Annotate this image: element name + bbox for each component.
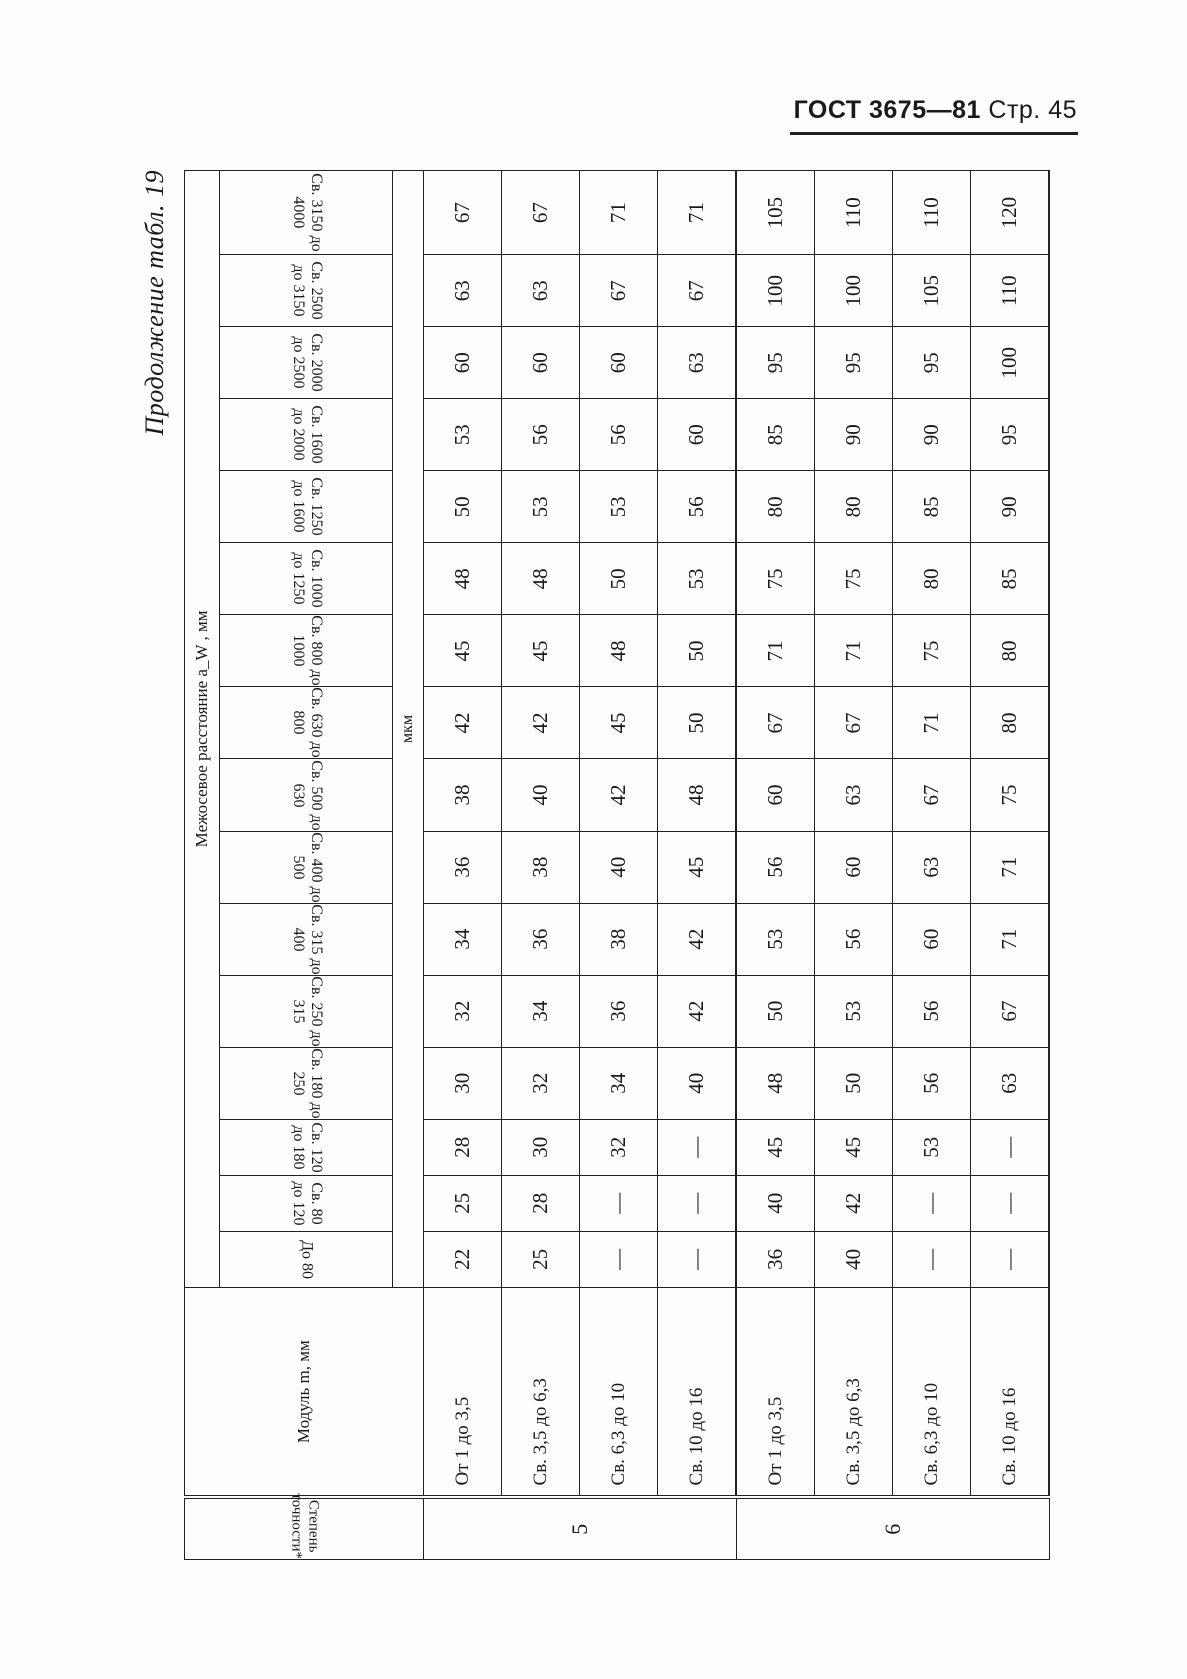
- value-cell: 38: [424, 759, 502, 831]
- value-cell: 56: [502, 399, 580, 471]
- value-cell: —: [580, 1231, 658, 1287]
- value-cell: 45: [424, 615, 502, 687]
- value-cell: 48: [580, 615, 658, 687]
- column-header: [220, 903, 393, 975]
- value-cell: 110: [815, 171, 893, 255]
- module-cell: Св. 3,5 до 6,3: [502, 1287, 580, 1497]
- value-cell: 56: [736, 831, 815, 903]
- grade-cell: 6: [736, 1497, 1049, 1559]
- value-cell: 67: [736, 687, 815, 759]
- value-cell: 67: [502, 171, 580, 255]
- value-cell: 67: [658, 255, 737, 327]
- value-cell: 67: [815, 687, 893, 759]
- column-header: [220, 759, 393, 831]
- value-cell: 22: [424, 1231, 502, 1287]
- column-header: [220, 471, 393, 543]
- value-cell: —: [893, 1175, 971, 1231]
- value-cell: 105: [736, 171, 815, 255]
- value-cell: 75: [815, 543, 893, 615]
- value-cell: 53: [815, 975, 893, 1047]
- value-cell: —: [893, 1231, 971, 1287]
- page-number: Стр. 45: [988, 96, 1077, 124]
- value-cell: —: [658, 1119, 737, 1175]
- value-cell: 25: [424, 1175, 502, 1231]
- value-cell: 32: [502, 1047, 580, 1119]
- grade-header-cell: [185, 1493, 424, 1559]
- table-row: [658, 171, 737, 1560]
- value-cell: 120: [971, 171, 1050, 255]
- value-cell: —: [658, 1175, 737, 1231]
- column-header-label: Св. 120 до 180: [289, 1122, 325, 1173]
- column-header: [220, 327, 393, 399]
- value-cell: 71: [736, 615, 815, 687]
- value-cell: 40: [658, 1047, 737, 1119]
- value-cell: 48: [658, 759, 737, 831]
- value-cell: 95: [971, 399, 1050, 471]
- value-cell: 50: [580, 543, 658, 615]
- value-cell: 28: [424, 1119, 502, 1175]
- group-header: Межосевое расстояние a_W , мм: [185, 171, 220, 1288]
- value-cell: 67: [424, 171, 502, 255]
- value-cell: 63: [502, 255, 580, 327]
- value-cell: 85: [971, 543, 1050, 615]
- module-cell: От 1 до 3,5: [736, 1287, 815, 1497]
- value-cell: 67: [893, 759, 971, 831]
- table-row: [424, 171, 502, 1560]
- value-cell: 95: [893, 327, 971, 399]
- value-cell: 100: [971, 327, 1050, 399]
- value-cell: 56: [580, 399, 658, 471]
- value-cell: 71: [658, 171, 737, 255]
- header-rule: [790, 132, 1078, 135]
- column-header-label: Св. 1000 до 1250: [289, 549, 325, 608]
- value-cell: 32: [424, 975, 502, 1047]
- module-cell: Св. 6,3 до 10: [893, 1287, 971, 1497]
- value-cell: 63: [815, 759, 893, 831]
- value-cell: —: [971, 1231, 1050, 1287]
- value-cell: 71: [893, 687, 971, 759]
- page-header: [794, 96, 1077, 125]
- column-header-label: Св. 80 до 120: [289, 1181, 325, 1226]
- value-cell: 48: [502, 543, 580, 615]
- value-cell: 34: [424, 903, 502, 975]
- value-cell: 75: [893, 615, 971, 687]
- value-cell: 80: [736, 471, 815, 543]
- value-cell: 80: [971, 615, 1050, 687]
- table-row: [815, 171, 893, 1560]
- value-cell: —: [971, 1119, 1050, 1175]
- module-cell: Св. 3,5 до 6,3: [815, 1287, 893, 1497]
- module-cell: Св. 10 до 16: [971, 1287, 1050, 1497]
- value-cell: 63: [893, 831, 971, 903]
- value-cell: 42: [580, 759, 658, 831]
- column-header: [220, 1231, 393, 1287]
- value-cell: 80: [971, 687, 1050, 759]
- value-cell: 67: [971, 975, 1050, 1047]
- value-cell: 42: [502, 687, 580, 759]
- table-row: [893, 171, 971, 1560]
- value-cell: 90: [971, 471, 1050, 543]
- value-cell: 45: [736, 1119, 815, 1175]
- value-cell: 48: [736, 1047, 815, 1119]
- value-cell: 42: [658, 975, 737, 1047]
- value-cell: 45: [580, 687, 658, 759]
- value-cell: 50: [736, 975, 815, 1047]
- value-cell: 100: [815, 255, 893, 327]
- value-cell: 85: [736, 399, 815, 471]
- value-cell: 38: [580, 903, 658, 975]
- column-header: [220, 615, 393, 687]
- value-cell: 60: [502, 327, 580, 399]
- column-header-label: Св. 1250 до 1600: [289, 477, 325, 536]
- column-header-label: Св. 250 до 315: [289, 975, 325, 1047]
- value-cell: 100: [736, 255, 815, 327]
- value-cell: 45: [815, 1119, 893, 1175]
- column-header-label: До 80: [298, 1239, 316, 1279]
- value-cell: 36: [736, 1231, 815, 1287]
- column-header-label: Св. 2000 до 2500: [289, 333, 325, 392]
- value-cell: 53: [893, 1119, 971, 1175]
- table-row: [736, 171, 815, 1560]
- value-cell: 53: [658, 543, 737, 615]
- value-cell: 105: [893, 255, 971, 327]
- grade-cell: 5: [424, 1497, 737, 1559]
- column-header-label: Св. 400 до 500: [289, 831, 325, 903]
- value-cell: 63: [658, 327, 737, 399]
- module-cell: Св. 10 до 16: [658, 1287, 737, 1497]
- value-cell: 38: [502, 831, 580, 903]
- table-caption: Продолжение табл. 19: [140, 170, 169, 436]
- value-cell: 34: [580, 1047, 658, 1119]
- column-header: [220, 255, 393, 327]
- column-header-label: Св. 800 до 1000: [289, 615, 325, 687]
- value-cell: 75: [736, 543, 815, 615]
- value-cell: —: [580, 1175, 658, 1231]
- value-cell: 32: [580, 1119, 658, 1175]
- value-cell: 95: [815, 327, 893, 399]
- column-header: [220, 399, 393, 471]
- value-cell: 60: [893, 903, 971, 975]
- value-cell: 50: [658, 687, 737, 759]
- value-cell: 60: [736, 759, 815, 831]
- value-cell: 50: [658, 615, 737, 687]
- column-header: [220, 831, 393, 903]
- unit-label: мкм: [393, 171, 424, 1288]
- column-header-label: Св. 630 до 800: [289, 687, 325, 759]
- value-cell: 42: [658, 903, 737, 975]
- value-cell: 25: [502, 1231, 580, 1287]
- value-cell: 36: [580, 975, 658, 1047]
- column-header: [220, 1047, 393, 1119]
- column-header: [220, 687, 393, 759]
- value-cell: 95: [736, 327, 815, 399]
- table-row: [971, 171, 1050, 1560]
- table-body: [424, 171, 1050, 1560]
- column-header-label: Св. 3150 до 4000: [289, 173, 325, 252]
- value-cell: 42: [815, 1175, 893, 1231]
- value-cell: 60: [815, 831, 893, 903]
- value-cell: 36: [502, 903, 580, 975]
- column-header-label: Св. 500 до 630: [289, 759, 325, 831]
- column-header-label: Св. 1600 до 2000: [289, 405, 325, 464]
- value-cell: 60: [580, 327, 658, 399]
- table-row: [502, 171, 580, 1560]
- value-cell: 110: [971, 255, 1050, 327]
- value-cell: 53: [580, 471, 658, 543]
- value-cell: 50: [424, 471, 502, 543]
- module-cell: От 1 до 3,5: [424, 1287, 502, 1497]
- value-cell: 63: [971, 1047, 1050, 1119]
- value-cell: 60: [658, 399, 737, 471]
- value-cell: 75: [971, 759, 1050, 831]
- value-cell: 67: [580, 255, 658, 327]
- value-cell: 63: [424, 255, 502, 327]
- value-cell: 36: [424, 831, 502, 903]
- standard-code: ГОСТ 3675—81: [793, 96, 981, 124]
- value-cell: 71: [815, 615, 893, 687]
- value-cell: —: [971, 1175, 1050, 1231]
- value-cell: 40: [502, 759, 580, 831]
- value-cell: 71: [971, 903, 1050, 975]
- value-cell: 45: [658, 831, 737, 903]
- value-cell: 60: [424, 327, 502, 399]
- column-header: [220, 171, 393, 255]
- value-cell: 90: [815, 399, 893, 471]
- value-cell: 30: [502, 1119, 580, 1175]
- value-cell: 90: [893, 399, 971, 471]
- column-header: [220, 975, 393, 1047]
- value-cell: 80: [893, 543, 971, 615]
- value-cell: 28: [502, 1175, 580, 1231]
- value-cell: 53: [424, 399, 502, 471]
- value-cell: 53: [502, 471, 580, 543]
- column-header-label: Св. 2500 до 3150: [289, 261, 325, 320]
- value-cell: 56: [815, 903, 893, 975]
- rotated-table-area: [140, 170, 1085, 1560]
- value-cell: 80: [815, 471, 893, 543]
- tolerance-table: [184, 170, 1050, 1560]
- value-cell: 40: [815, 1231, 893, 1287]
- value-cell: 56: [893, 1047, 971, 1119]
- module-cell: Св. 6,3 до 10: [580, 1287, 658, 1497]
- value-cell: 42: [424, 687, 502, 759]
- value-cell: 71: [580, 171, 658, 255]
- column-header: [220, 1175, 393, 1231]
- column-header: [220, 1119, 393, 1175]
- value-cell: 71: [971, 831, 1050, 903]
- value-cell: 56: [893, 975, 971, 1047]
- value-cell: 40: [736, 1175, 815, 1231]
- value-cell: 56: [658, 471, 737, 543]
- value-cell: 110: [893, 171, 971, 255]
- column-header: [220, 543, 393, 615]
- value-cell: 85: [893, 471, 971, 543]
- value-cell: 48: [424, 543, 502, 615]
- value-cell: —: [658, 1231, 737, 1287]
- value-cell: 53: [736, 903, 815, 975]
- value-cell: 40: [580, 831, 658, 903]
- value-cell: 50: [815, 1047, 893, 1119]
- module-header: Модуль m, мм: [185, 1287, 424, 1497]
- column-header-label: Св. 315 до 400: [289, 903, 325, 975]
- table-row: [580, 171, 658, 1560]
- grade-header: Степень точности*: [288, 1493, 322, 1559]
- column-header-label: Св. 180 до 250: [289, 1048, 325, 1119]
- value-cell: 34: [502, 975, 580, 1047]
- value-cell: 45: [502, 615, 580, 687]
- value-cell: 30: [424, 1047, 502, 1119]
